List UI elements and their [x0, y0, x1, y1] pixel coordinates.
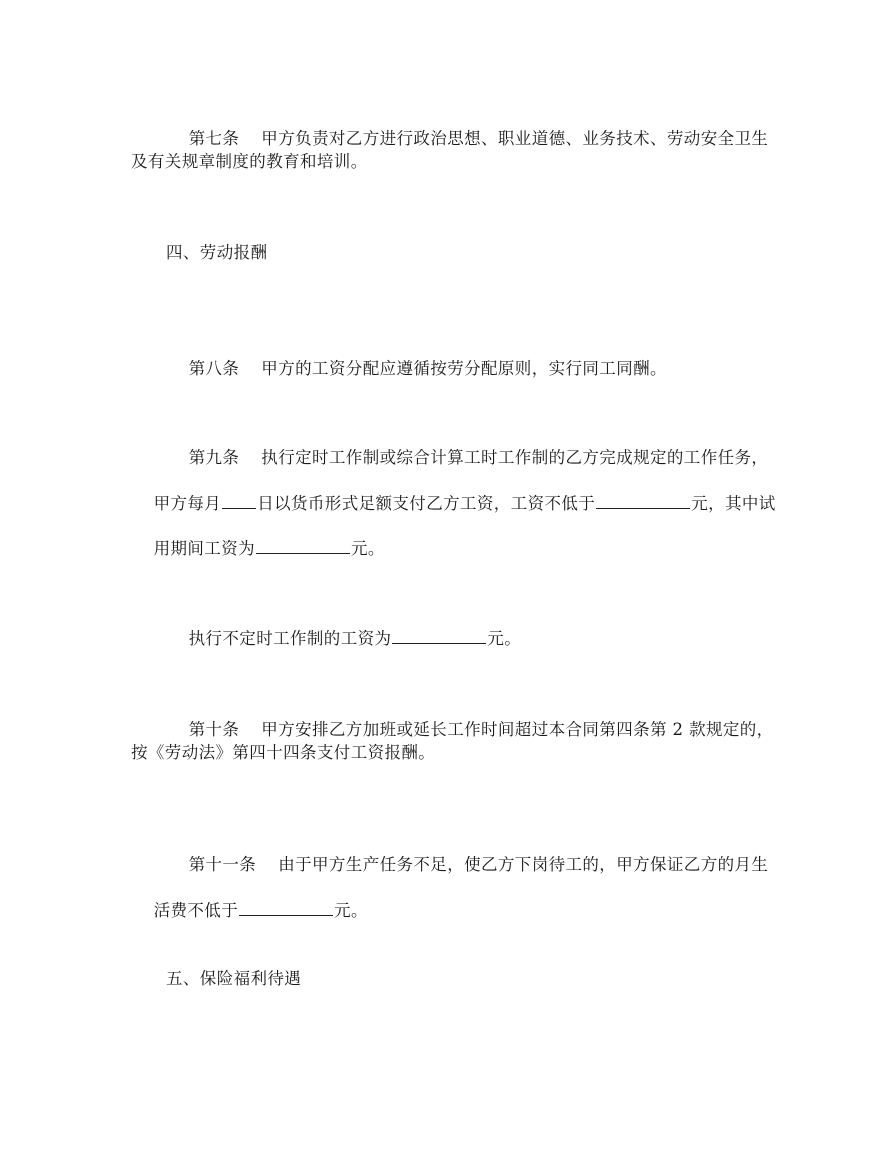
article-11-line-2 — [131, 877, 368, 944]
article-10-text: 甲方安排乙方加班或延长工作时间超过本合同第四条第 2 款规定的， — [261, 720, 774, 739]
article-11-text-b: 元。 — [334, 901, 368, 920]
living-allowance-blank[interactable] — [239, 899, 333, 916]
article-7-line-2: 及有关规章制度的教育和培训。 — [131, 152, 368, 171]
section-4-heading: 四、劳动报酬 — [166, 243, 268, 262]
irregular-hours-line — [166, 605, 521, 672]
article-7-text: 甲方负责对乙方进行政治思想、职业道德、业务技术、劳动安全卫生 — [261, 129, 769, 148]
article-8-label: 第八条 — [188, 359, 240, 378]
article-9-text-b: 日以货币形式足额支付乙方工资，工资不低于 — [257, 494, 596, 513]
article-9-text-e: 元。 — [351, 539, 385, 558]
article-9-text-d: 用期间工资为 — [153, 539, 255, 558]
probation-wage-blank[interactable] — [256, 537, 350, 554]
article-10-line-2: 按《劳动法》第四十四条支付工资报酬。 — [131, 743, 436, 762]
article-9-text-a: 甲方每月 — [153, 494, 222, 513]
article-7-label: 第七条 — [188, 129, 240, 148]
article-10-label: 第十条 — [188, 720, 240, 739]
payday-blank[interactable] — [222, 492, 256, 509]
article-11-text-a: 活费不低于 — [153, 901, 239, 920]
article-8-line-1 — [166, 336, 667, 402]
irregular-text-a: 执行不定时工作制的工资为 — [188, 629, 392, 648]
article-9-text-c: 元，其中试 — [691, 494, 776, 513]
article-11-label: 第十一条 — [188, 855, 257, 874]
section-5-heading: 五、保险福利待遇 — [166, 969, 302, 988]
article-8-text: 甲方的工资分配应遵循按劳分配原则，实行同工同酬。 — [261, 359, 667, 378]
irregular-text-b: 元。 — [487, 629, 522, 648]
article-9-line-3 — [131, 515, 385, 582]
article-9-text: 执行定时工作制或综合计算工时工作制的乙方完成规定的工作任务， — [261, 448, 769, 467]
min-wage-blank[interactable] — [596, 492, 690, 509]
article-11-text: 由于甲方生产任务不足，使乙方下岗待工的，甲方保证乙方的月生 — [278, 855, 769, 874]
article-9-label: 第九条 — [188, 448, 240, 467]
irregular-wage-blank[interactable] — [392, 627, 486, 644]
